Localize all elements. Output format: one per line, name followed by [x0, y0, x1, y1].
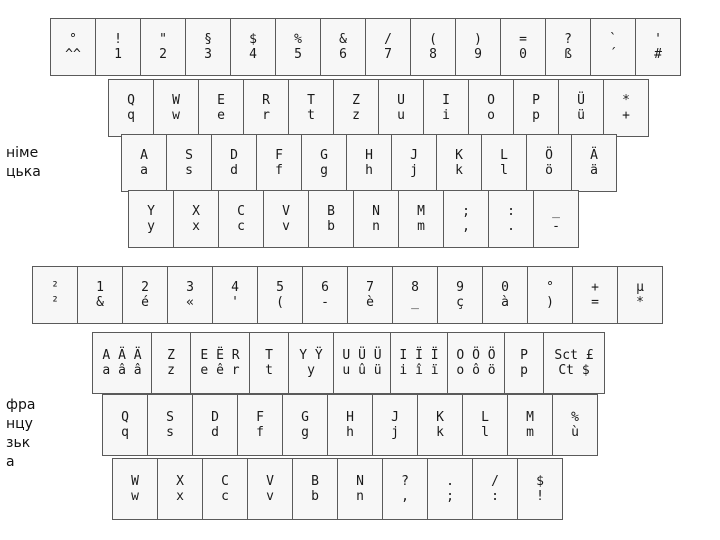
- key-lower-symbol: g: [301, 425, 309, 440]
- french-key: [347, 266, 393, 324]
- key-lower-symbol: v: [266, 489, 274, 504]
- key-upper-symbol: =: [519, 32, 527, 47]
- german-key: [230, 18, 276, 76]
- key-lower-symbol: :: [491, 489, 499, 504]
- german-key: [346, 134, 392, 192]
- key-upper-symbol: /: [491, 474, 499, 489]
- key-lower-symbol: ü: [577, 108, 585, 123]
- german-key: [590, 18, 636, 76]
- key-upper-symbol: G: [301, 410, 309, 425]
- german-key: [410, 18, 456, 76]
- key-upper-symbol: M: [526, 410, 534, 425]
- key-upper-symbol: 1: [96, 280, 104, 295]
- french-key: [417, 394, 463, 456]
- key-lower-symbol: «: [186, 295, 194, 310]
- key-upper-symbol: Y: [147, 204, 155, 219]
- german-key: [50, 18, 96, 76]
- german-key: [558, 79, 604, 137]
- key-upper-symbol: $: [249, 32, 257, 47]
- key-lower-symbol: é: [141, 295, 149, 310]
- key-lower-symbol: d: [211, 425, 219, 440]
- key-upper-symbol: .: [446, 474, 454, 489]
- key-upper-symbol: H: [346, 410, 354, 425]
- key-upper-symbol: N: [372, 204, 380, 219]
- key-upper-symbol: P: [532, 93, 540, 108]
- key-upper-symbol: ": [159, 32, 167, 47]
- key-lower-symbol: 4: [249, 47, 257, 62]
- key-lower-symbol: f: [256, 425, 264, 440]
- german-key: [333, 79, 379, 137]
- key-lower-symbol: z: [352, 108, 360, 123]
- key-lower-symbol: p: [532, 108, 540, 123]
- french-key: [572, 266, 618, 324]
- key-lower-symbol: p: [520, 363, 528, 378]
- german-key: [308, 190, 354, 248]
- key-lower-symbol: b: [311, 489, 319, 504]
- french-key: [102, 394, 148, 456]
- german-top-letter-row: [108, 79, 649, 137]
- key-upper-symbol: µ: [636, 280, 644, 295]
- french-key: [212, 266, 258, 324]
- key-lower-symbol: ,: [401, 489, 409, 504]
- key-lower-symbol: r: [262, 108, 270, 123]
- key-lower-symbol: y: [307, 363, 315, 378]
- french-key: [122, 266, 168, 324]
- german-layout-label: німе цька: [6, 145, 41, 180]
- german-key: [398, 190, 444, 248]
- german-key: [198, 79, 244, 137]
- key-upper-symbol: 8: [411, 280, 419, 295]
- key-upper-symbol: D: [230, 148, 238, 163]
- key-lower-symbol: &: [96, 295, 104, 310]
- french-key: [151, 332, 191, 394]
- french-key: [392, 266, 438, 324]
- key-upper-symbol: P: [520, 348, 528, 363]
- key-lower-symbol: 8: [429, 47, 437, 62]
- french-key: [32, 266, 78, 324]
- key-upper-symbol: /: [384, 32, 392, 47]
- key-lower-symbol: j: [410, 163, 418, 178]
- german-key: [481, 134, 527, 192]
- key-lower-symbol: ;: [446, 489, 454, 504]
- key-upper-symbol: ': [654, 32, 662, 47]
- key-lower-symbol: j: [391, 425, 399, 440]
- key-upper-symbol: M: [417, 204, 425, 219]
- key-upper-symbol: ?: [401, 474, 409, 489]
- key-lower-symbol: -: [552, 219, 560, 234]
- german-key: [545, 18, 591, 76]
- german-key: [288, 79, 334, 137]
- french-key: [202, 458, 248, 520]
- key-lower-symbol: n: [372, 219, 380, 234]
- key-upper-symbol: `: [609, 32, 617, 47]
- key-lower-symbol: 5: [294, 47, 302, 62]
- key-upper-symbol: W: [131, 474, 139, 489]
- key-lower-symbol: w: [131, 489, 139, 504]
- key-lower-symbol: ²: [51, 295, 59, 310]
- german-key: [488, 190, 534, 248]
- key-lower-symbol: è: [366, 295, 374, 310]
- key-upper-symbol: G: [320, 148, 328, 163]
- french-bottom-row: [112, 458, 563, 520]
- french-key: [190, 332, 250, 394]
- key-lower-symbol: t: [265, 363, 273, 378]
- key-lower-symbol: z: [167, 363, 175, 378]
- key-lower-symbol: x: [192, 219, 200, 234]
- key-upper-symbol: V: [266, 474, 274, 489]
- key-upper-symbol: Y Ÿ: [299, 348, 323, 363]
- key-lower-symbol: +: [622, 108, 630, 123]
- key-lower-symbol: s: [166, 425, 174, 440]
- key-upper-symbol: T: [307, 93, 315, 108]
- german-key: [173, 190, 219, 248]
- german-key: [603, 79, 649, 137]
- german-key: [533, 190, 579, 248]
- key-lower-symbol: a: [140, 163, 148, 178]
- key-lower-symbol: v: [282, 219, 290, 234]
- key-upper-symbol: _: [552, 204, 560, 219]
- key-upper-symbol: H: [365, 148, 373, 163]
- key-upper-symbol: °: [69, 32, 77, 47]
- key-lower-symbol: o ô ö: [456, 363, 496, 378]
- german-key: [378, 79, 424, 137]
- key-upper-symbol: I Ï Ï: [399, 348, 439, 363]
- key-lower-symbol: e: [217, 108, 225, 123]
- key-lower-symbol: q: [121, 425, 129, 440]
- key-upper-symbol: ): [474, 32, 482, 47]
- french-key: [552, 394, 598, 456]
- key-upper-symbol: °: [546, 280, 554, 295]
- key-lower-symbol: 9: [474, 47, 482, 62]
- key-lower-symbol: ´: [609, 47, 617, 62]
- french-key: [302, 266, 348, 324]
- key-lower-symbol: ä: [590, 163, 598, 178]
- key-lower-symbol: i: [442, 108, 450, 123]
- key-lower-symbol: s: [185, 163, 193, 178]
- key-lower-symbol: ö: [545, 163, 553, 178]
- german-key: [455, 18, 501, 76]
- french-key: [147, 394, 193, 456]
- german-key: [443, 190, 489, 248]
- key-upper-symbol: §: [204, 32, 212, 47]
- key-upper-symbol: D: [211, 410, 219, 425]
- german-key: [301, 134, 347, 192]
- french-key: [504, 332, 544, 394]
- french-key: [337, 458, 383, 520]
- key-upper-symbol: 2: [141, 280, 149, 295]
- key-upper-symbol: E: [217, 93, 225, 108]
- key-lower-symbol: à: [501, 295, 509, 310]
- key-lower-symbol: _: [411, 295, 419, 310]
- key-lower-symbol: (: [276, 295, 284, 310]
- german-key: [513, 79, 559, 137]
- key-upper-symbol: L: [500, 148, 508, 163]
- key-lower-symbol: ,: [462, 219, 470, 234]
- german-key: [140, 18, 186, 76]
- key-lower-symbol: f: [275, 163, 283, 178]
- key-lower-symbol: c: [237, 219, 245, 234]
- key-upper-symbol: Z: [167, 348, 175, 363]
- key-upper-symbol: A: [140, 148, 148, 163]
- german-key: [128, 190, 174, 248]
- german-key: [166, 134, 212, 192]
- key-lower-symbol: #: [654, 47, 662, 62]
- key-upper-symbol: 3: [186, 280, 194, 295]
- german-key: [423, 79, 469, 137]
- key-lower-symbol: l: [481, 425, 489, 440]
- key-lower-symbol: d: [230, 163, 238, 178]
- german-key: [275, 18, 321, 76]
- key-upper-symbol: &: [339, 32, 347, 47]
- german-key: [635, 18, 681, 76]
- french-key: [292, 458, 338, 520]
- french-key: [288, 332, 334, 394]
- key-upper-symbol: J: [391, 410, 399, 425]
- french-key: [382, 458, 428, 520]
- key-upper-symbol: !: [114, 32, 122, 47]
- key-lower-symbol: m: [526, 425, 534, 440]
- german-key: [365, 18, 411, 76]
- french-key: [333, 332, 391, 394]
- key-lower-symbol: !: [536, 489, 544, 504]
- french-key: [327, 394, 373, 456]
- key-lower-symbol: *: [636, 295, 644, 310]
- key-upper-symbol: O Ö Ö: [456, 348, 496, 363]
- key-upper-symbol: $: [536, 474, 544, 489]
- key-upper-symbol: Ö: [545, 148, 553, 163]
- key-upper-symbol: Z: [352, 93, 360, 108]
- key-upper-symbol: I: [442, 93, 450, 108]
- german-key: [218, 190, 264, 248]
- key-upper-symbol: N: [356, 474, 364, 489]
- key-lower-symbol: m: [417, 219, 425, 234]
- key-upper-symbol: Q: [127, 93, 135, 108]
- key-upper-symbol: K: [436, 410, 444, 425]
- key-upper-symbol: F: [275, 148, 283, 163]
- key-upper-symbol: C: [221, 474, 229, 489]
- french-key: [192, 394, 238, 456]
- key-lower-symbol: t: [307, 108, 315, 123]
- key-upper-symbol: V: [282, 204, 290, 219]
- key-lower-symbol: ç: [456, 295, 464, 310]
- german-key: [243, 79, 289, 137]
- key-lower-symbol: ': [231, 295, 239, 310]
- key-lower-symbol: 7: [384, 47, 392, 62]
- french-key: [77, 266, 123, 324]
- german-key: [526, 134, 572, 192]
- french-top-letter-row: [92, 332, 605, 394]
- german-key: [320, 18, 366, 76]
- key-upper-symbol: Sct £: [554, 348, 594, 363]
- german-key: [500, 18, 546, 76]
- german-key: [571, 134, 617, 192]
- key-lower-symbol: k: [436, 425, 444, 440]
- key-upper-symbol: *: [622, 93, 630, 108]
- key-upper-symbol: S: [185, 148, 193, 163]
- key-upper-symbol: Ü: [577, 93, 585, 108]
- french-key: [472, 458, 518, 520]
- key-upper-symbol: B: [311, 474, 319, 489]
- key-lower-symbol: n: [356, 489, 364, 504]
- key-upper-symbol: ?: [564, 32, 572, 47]
- french-key: [527, 266, 573, 324]
- german-key: [95, 18, 141, 76]
- key-upper-symbol: O: [487, 93, 495, 108]
- key-upper-symbol: F: [256, 410, 264, 425]
- french-key: [247, 458, 293, 520]
- key-upper-symbol: 7: [366, 280, 374, 295]
- key-lower-symbol: i î ï: [399, 363, 439, 378]
- french-key: [282, 394, 328, 456]
- key-lower-symbol: ^^: [65, 47, 81, 62]
- key-upper-symbol: 5: [276, 280, 284, 295]
- key-upper-symbol: %: [571, 410, 579, 425]
- key-lower-symbol: ): [546, 295, 554, 310]
- key-upper-symbol: Q: [121, 410, 129, 425]
- french-number-row: [32, 266, 663, 324]
- key-upper-symbol: U: [397, 93, 405, 108]
- french-home-row: [102, 394, 598, 456]
- german-key: [211, 134, 257, 192]
- key-lower-symbol: w: [172, 108, 180, 123]
- french-key: [257, 266, 303, 324]
- key-lower-symbol: 1: [114, 47, 122, 62]
- french-key: [507, 394, 553, 456]
- key-lower-symbol: -: [321, 295, 329, 310]
- key-lower-symbol: 6: [339, 47, 347, 62]
- french-key: [437, 266, 483, 324]
- key-lower-symbol: q: [127, 108, 135, 123]
- french-key: [157, 458, 203, 520]
- key-lower-symbol: ù: [571, 425, 579, 440]
- french-key: [249, 332, 289, 394]
- french-key: [517, 458, 563, 520]
- key-upper-symbol: (: [429, 32, 437, 47]
- key-lower-symbol: x: [176, 489, 184, 504]
- german-key: [256, 134, 302, 192]
- french-key: [112, 458, 158, 520]
- key-lower-symbol: b: [327, 219, 335, 234]
- key-upper-symbol: ;: [462, 204, 470, 219]
- french-key: [427, 458, 473, 520]
- key-upper-symbol: L: [481, 410, 489, 425]
- key-lower-symbol: h: [346, 425, 354, 440]
- key-lower-symbol: ß: [564, 47, 572, 62]
- key-upper-symbol: K: [455, 148, 463, 163]
- german-key: [391, 134, 437, 192]
- german-number-row: [50, 18, 681, 76]
- french-key: [390, 332, 448, 394]
- key-upper-symbol: U Ü Ü: [342, 348, 382, 363]
- key-upper-symbol: %: [294, 32, 302, 47]
- key-lower-symbol: c: [221, 489, 229, 504]
- key-lower-symbol: g: [320, 163, 328, 178]
- german-bottom-row: [128, 190, 579, 248]
- french-key: [617, 266, 663, 324]
- key-lower-symbol: y: [147, 219, 155, 234]
- german-key: [468, 79, 514, 137]
- french-key: [447, 332, 505, 394]
- key-upper-symbol: 4: [231, 280, 239, 295]
- key-upper-symbol: W: [172, 93, 180, 108]
- key-upper-symbol: Ä: [590, 148, 598, 163]
- key-upper-symbol: S: [166, 410, 174, 425]
- german-home-row: [121, 134, 617, 192]
- key-lower-symbol: =: [591, 295, 599, 310]
- key-lower-symbol: .: [507, 219, 515, 234]
- key-lower-symbol: l: [500, 163, 508, 178]
- key-lower-symbol: o: [487, 108, 495, 123]
- german-key: [185, 18, 231, 76]
- french-key: [543, 332, 605, 394]
- german-key: [263, 190, 309, 248]
- key-lower-symbol: Ct $: [558, 363, 590, 378]
- french-layout-label: фра нцу зьк а: [6, 397, 36, 470]
- french-key: [92, 332, 152, 394]
- key-lower-symbol: h: [365, 163, 373, 178]
- key-upper-symbol: C: [237, 204, 245, 219]
- key-lower-symbol: 0: [519, 47, 527, 62]
- key-upper-symbol: ²: [51, 280, 59, 295]
- key-lower-symbol: a â â: [102, 363, 142, 378]
- key-upper-symbol: 6: [321, 280, 329, 295]
- key-lower-symbol: k: [455, 163, 463, 178]
- german-key: [353, 190, 399, 248]
- key-upper-symbol: T: [265, 348, 273, 363]
- key-upper-symbol: +: [591, 280, 599, 295]
- key-upper-symbol: B: [327, 204, 335, 219]
- key-upper-symbol: R: [262, 93, 270, 108]
- key-upper-symbol: X: [176, 474, 184, 489]
- key-lower-symbol: 3: [204, 47, 212, 62]
- german-key: [108, 79, 154, 137]
- german-key: [436, 134, 482, 192]
- key-upper-symbol: 0: [501, 280, 509, 295]
- german-key: [153, 79, 199, 137]
- french-key: [462, 394, 508, 456]
- key-upper-symbol: :: [507, 204, 515, 219]
- key-lower-symbol: 2: [159, 47, 167, 62]
- key-upper-symbol: A Ä Ä: [102, 348, 142, 363]
- key-lower-symbol: u: [397, 108, 405, 123]
- french-key: [482, 266, 528, 324]
- key-upper-symbol: 9: [456, 280, 464, 295]
- key-upper-symbol: E Ë R: [200, 348, 240, 363]
- key-lower-symbol: u û ü: [342, 363, 382, 378]
- german-key: [121, 134, 167, 192]
- french-key: [372, 394, 418, 456]
- key-lower-symbol: e ê r: [200, 363, 240, 378]
- french-key: [167, 266, 213, 324]
- french-key: [237, 394, 283, 456]
- key-upper-symbol: J: [410, 148, 418, 163]
- key-upper-symbol: X: [192, 204, 200, 219]
